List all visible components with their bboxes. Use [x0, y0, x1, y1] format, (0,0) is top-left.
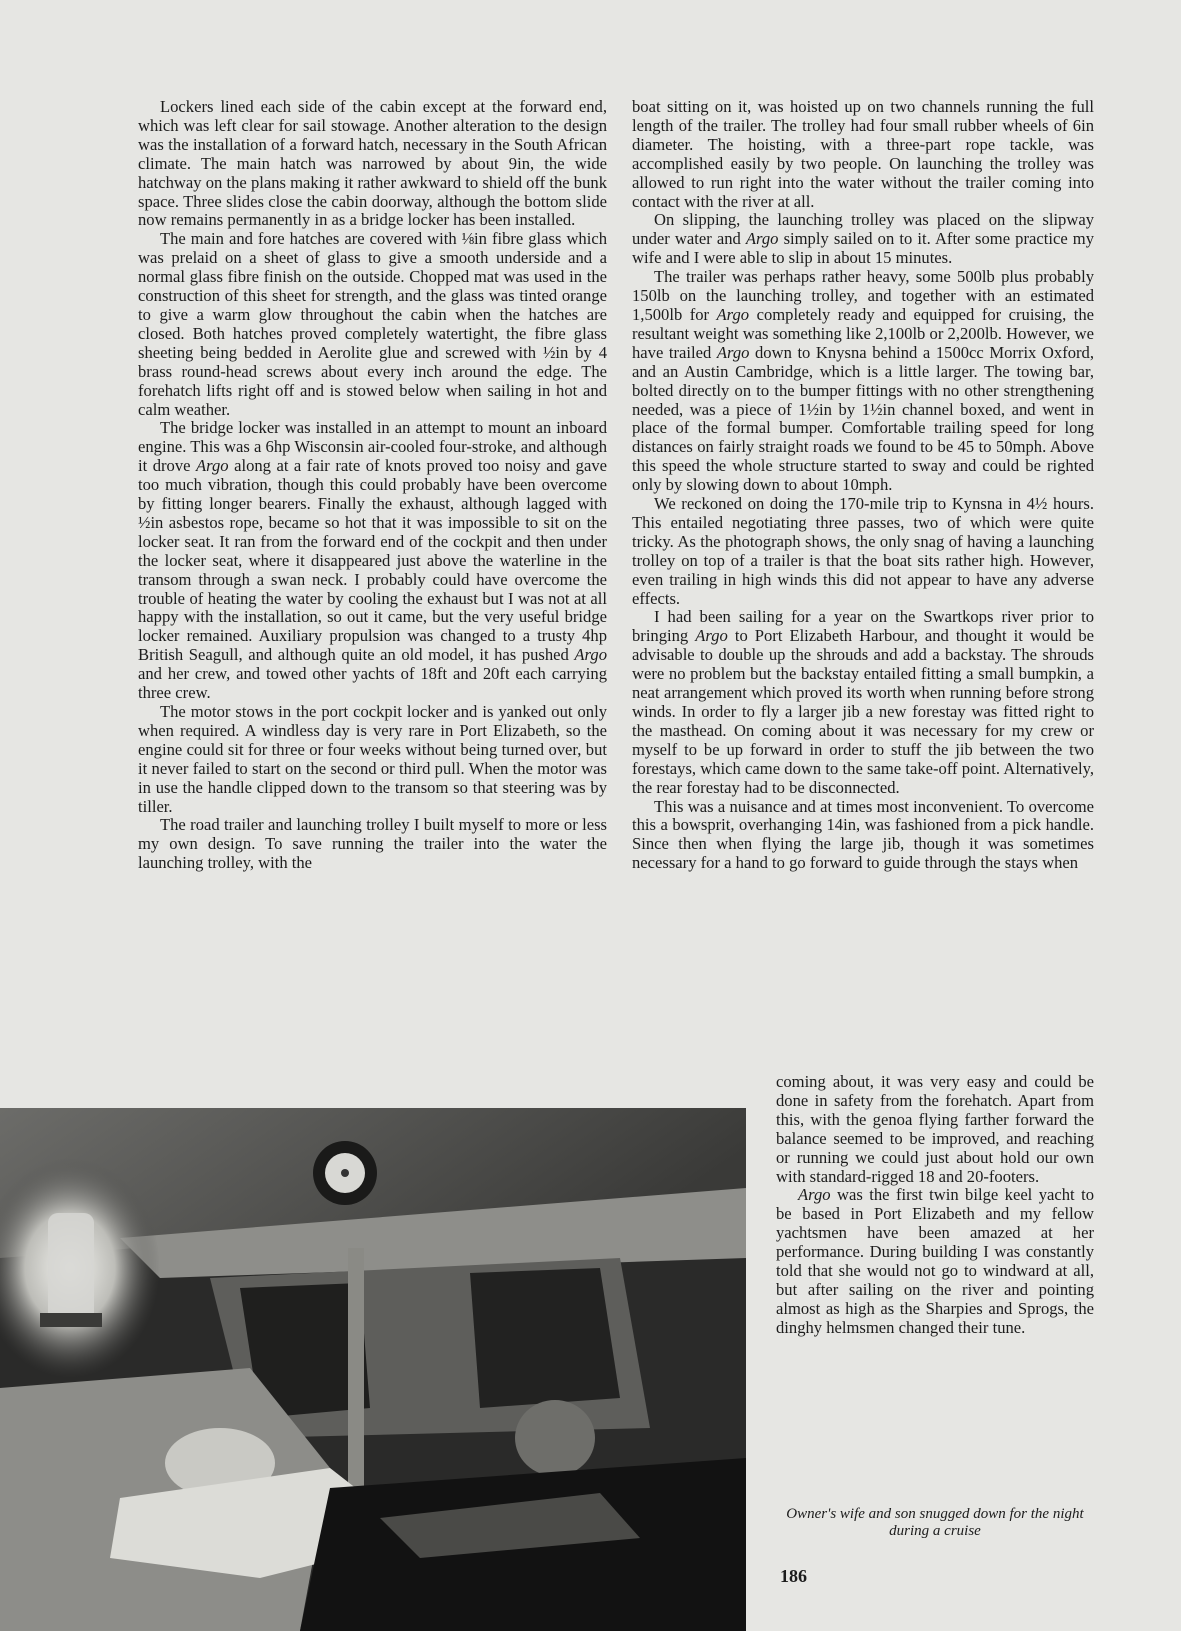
paragraph: On slipping, the launching trolley was placed on the slipway under water and Argo simply sailed on to it. After some practice my wife and I were able to slip in about 15 minutes. — [632, 210, 1094, 268]
paragraph: The trailer was perhaps rather heavy, some 500lb plus probably 150lb on the launching trolley, and together with an estimated 1,500lb for Argo completely ready and equipped for cruising, the resultant weight was something like 2,100lb or 2,200lb. However, we have trailed Argo down to Knysna behind a 1500cc Morrix Oxford, and an Austin Cambridge, which is a little larger. The towing bar, bolted directly on to the bumper fittings with no other strengthening needed, was a piece of 1½in by 1½in channel boxed, and went in place of the formal bumper. Comfortable trailing speed for long distances on fairly straight roads we found to be 45 to 50mph. Above this speed the whole structure started to sway and could be righted only by slowing down to about 10mph. — [632, 267, 1094, 495]
paragraph: The main and fore hatches are covered with ⅛in fibre glass which was prelaid on a sheet of glass to give a smooth underside and a normal glass fibre finish on the outside. Chopped mat was used in the construction of this sheet for strength, and the glass was tinted orange to give a warm glow throughout the cabin when the hatches are closed. Both hatches proved completely watertight, the fibre glass sheeting being bedded in Aerolite glue and screwed with ½in by 4 brass round-head screws about every inch around the edge. The forehatch lifts right off and is stowed below when sailing in hot and calm weather. — [138, 229, 607, 419]
photo-caption: Owner's wife and son snugged down for the night during a cruise — [786, 1506, 1084, 1539]
paragraph: Lockers lined each side of the cabin except at the forward end, which was left clear for sail stowage. Another alteration to the design was the installation of a forward hatch, necessary in the South African climate. The main hatch was narrowed by about 9in, the wide hatchway on the plans making it rather awkward to shield off the bunk space. Three slides close the cabin doorway, although the bottom slide now remains permanently in as a bridge locker has been installed. — [138, 97, 607, 230]
cabin-photo — [0, 1108, 746, 1631]
paragraph: The road trailer and launching trolley I built myself to more or less my own design. To save running the trailer into the water the launching trolley, with the — [138, 815, 607, 873]
paragraph: Argo was the first twin bilge keel yacht to be based in Port Elizabeth and my fellow yachtsmen have been amazed at her performance. During building I was constantly told that she would not go to windward at all, but after sailing on the river and pointing almost as high as the Sharpies and Sprogs, the dinghy helmsmen changed their tune. — [776, 1185, 1094, 1337]
paragraph: We reckoned on doing the 170-mile trip to Kynsna in 4½ hours. This entailed negotiating three passes, two of which were quite tricky. As the photograph shows, the only snag of having a launching trolley on top of a trailer is that the boat sits rather high. However, even trailing in high winds this did not appear to have any adverse effects. — [632, 494, 1094, 608]
paragraph: I had been sailing for a year on the Swartkops river prior to bringing Argo to Port Elizabeth Harbour, and thought it would be advisable to double up the shrouds and add a backstay. The shrouds were no problem but the backstay entailed fitting a small bumpkin, a neat arrangement which proved its worth when running before strong winds. In order to fly a larger jib a new forestay was fitted right to the masthead. On coming about it was necessary for my crew or myself to be up forward in order to stuff the jib between the two forestays, which came down to the same take-off point. Alternatively, the rear forestay had to be disconnected. — [632, 607, 1094, 797]
left-text-column — [138, 98, 607, 873]
paragraph: coming about, it was very easy and could be done in safety from the forehatch. Apart from this, with the genoa flying farther forward the balance seemed to be improved, and reaching or running we could just about hold our own with standard-rigged 18 and 20-footers. — [776, 1072, 1094, 1186]
paragraph: The motor stows in the port cockpit locker and is yanked out only when required. A windless day is very rare in Port Elizabeth, so the engine could sit for three or four weeks without being turned over, but it never failed to start on the second or third pull. When the motor was in use the handle clipped down to the transom so that steering was by tiller. — [138, 702, 607, 816]
right-text-column — [632, 98, 1094, 873]
paragraph: The bridge locker was installed in an attempt to mount an inboard engine. This was a 6hp Wisconsin air-cooled four-stroke, and although it drove Argo along at a fair rate of knots proved too noisy and gave too much vibration, though this could probably have been overcome by fitting longer bearers. Finally the exhaust, although lagged with ½in asbestos rope, became so hot that it was impossible to sit on the locker seat. It ran from the forward end of the cockpit and then under the locker seat, where it disappeared just above the waterline in the transom through a swan neck. I probably could have overcome the trouble of heating the water by cooling the exhaust but I was not at all happy with the installation, so out it came, but the very useful bridge locker remained. Auxiliary propulsion was changed to a trusty 4hp British Seagull, and although quite an old model, it has pushed Argo and her crew, and towed other yachts of 18ft and 20ft each carrying three crew. — [138, 418, 607, 703]
tail-text-column — [776, 1073, 1094, 1338]
cabin-photo-drawing — [0, 1108, 746, 1631]
page-number: 186 — [780, 1566, 807, 1586]
paragraph: boat sitting on it, was hoisted up on two channels running the full length of the trailer. The trolley had four small rubber wheels of 6in diameter. The hoisting, with a three-part rope tackle, was accomplished easily by two people. On launching the trolley was allowed to run right into the water without the trailer coming into contact with the river at all. — [632, 97, 1094, 211]
paragraph: This was a nuisance and at times most inconvenient. To overcome this a bowsprit, overhanging 14in, was fashioned from a pick handle. Since then when flying the large jib, though it was sometimes necessary for a hand to go forward to guide through the stays when — [632, 796, 1094, 873]
